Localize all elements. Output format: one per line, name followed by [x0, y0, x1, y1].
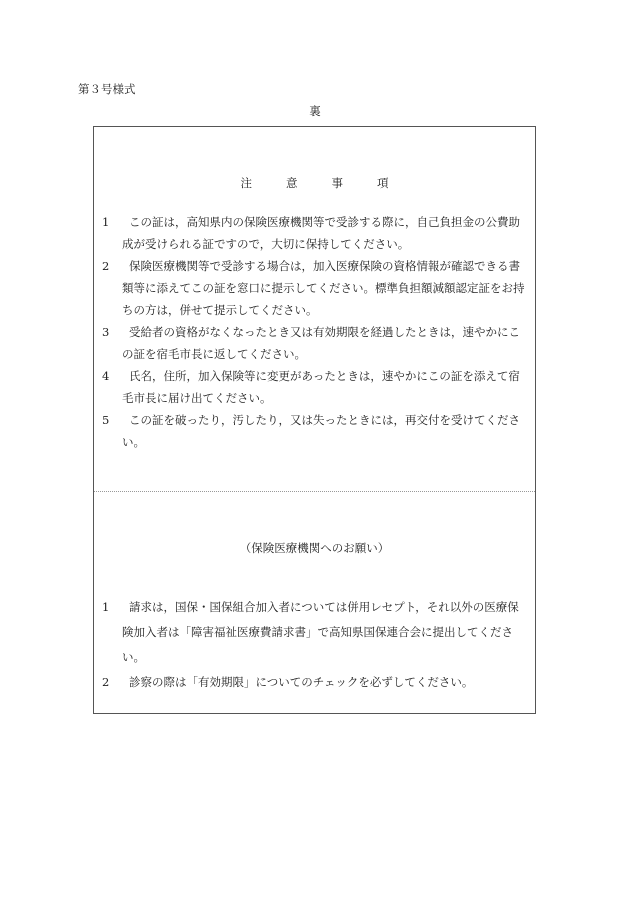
item-number: 5 — [102, 413, 110, 427]
item-number: 2 — [102, 259, 110, 273]
list-item — [102, 321, 530, 365]
notice-list — [102, 211, 530, 453]
list-item — [102, 409, 530, 453]
item-text: 保険医療機関等で受診する場合は，加入医療保険の資格情報が確認できる書類等に添えてこの証を窓口に提示してください。標準負担額減額認定証をお持ちの方は，併せて提示してください。 — [122, 259, 525, 317]
item-number: 4 — [102, 369, 110, 383]
item-number: 2 — [102, 675, 110, 689]
list-item — [102, 211, 530, 255]
item-text: 請求は，国保・国保組合加入者については併用レセプト，それ以外の医療保険加入者は「障害福祉医療費請求書」で高知県国保連合会に提出してください。 — [122, 600, 519, 664]
notice-heading — [94, 175, 535, 191]
section-divider — [94, 491, 535, 492]
item-text: この証を破ったり，汚したり，又は失ったときには，再交付を受けてください。 — [122, 413, 520, 449]
item-number: 1 — [102, 600, 110, 614]
card-back-frame — [93, 126, 536, 714]
item-number: 1 — [102, 215, 110, 229]
item-text: 診察の際は「有効期限」についてのチェックを必ずしてください。 — [129, 675, 474, 689]
list-item — [102, 255, 530, 321]
list-item — [102, 595, 530, 670]
notice-heading-char: 事 — [331, 176, 343, 190]
page-side-label: 裏 — [309, 104, 321, 118]
form-number-label: 第３号様式 — [78, 82, 136, 96]
list-item — [102, 365, 530, 409]
request-list — [102, 595, 530, 695]
notice-heading-char: 項 — [377, 176, 389, 190]
request-heading: （保険医療機関へのお願い） — [239, 541, 390, 555]
notice-heading-char: 注 — [240, 176, 252, 190]
item-text: 受給者の資格がなくなったとき又は有効期限を経過したときは，速やかにこの証を宿毛市長に返してください。 — [122, 325, 520, 361]
notice-heading-char: 意 — [286, 176, 298, 190]
list-item — [102, 670, 530, 695]
item-text: この証は，高知県内の保険医療機関等で受診する際に，自己負担金の公費助成が受けられる証ですので，大切に保持してください。 — [122, 215, 520, 251]
item-number: 3 — [102, 325, 110, 339]
item-text: 氏名，住所，加入保険等に変更があったときは，速やかにこの証を添えて宿毛市長に届け出てください。 — [122, 369, 520, 405]
